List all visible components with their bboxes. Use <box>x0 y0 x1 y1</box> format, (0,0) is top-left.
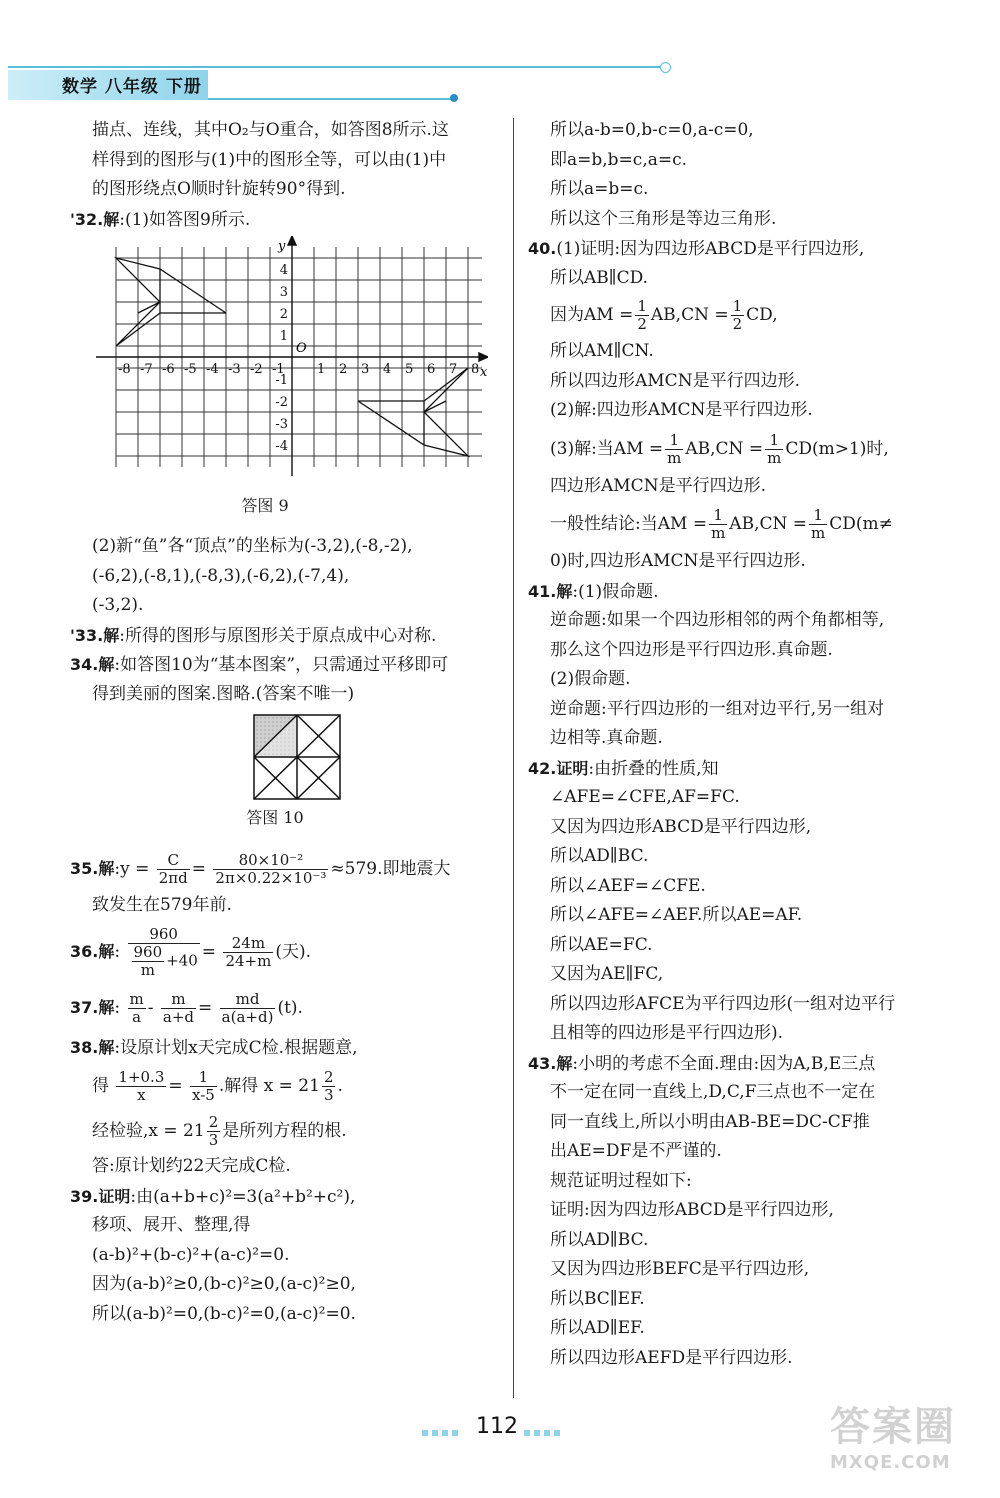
figure-9 <box>70 234 500 492</box>
equation-line <box>528 293 968 337</box>
fraction <box>220 991 276 1026</box>
text-line: 规范证明过程如下: <box>550 1170 692 1191</box>
denominator: m <box>811 524 826 542</box>
equals-sign: = <box>168 1076 183 1096</box>
text-line: 四边形AMCN是平行四边形. <box>550 475 766 496</box>
question-35 <box>70 847 500 891</box>
question-number: '33.解 <box>70 625 120 645</box>
question-32 <box>70 205 500 235</box>
question-number: 36.解 <box>70 941 115 961</box>
equation-line <box>70 1110 500 1152</box>
question-text: :设原计划x天完成C检.根据题意, <box>114 1037 358 1058</box>
header-underline <box>208 98 453 100</box>
question-text: ≈579.即地震大 <box>330 859 451 879</box>
text-line: 描点、连线，其中O₂与O重合，如答图8所示.这 <box>92 120 449 140</box>
text-line: (a-b)²+(b-c)²+(a-c)²=0. <box>92 1244 290 1265</box>
axes <box>96 236 488 476</box>
question-number: 41.解 <box>528 581 573 601</box>
question-number: 39.证明 <box>70 1186 131 1206</box>
y-tick-label: 2 <box>279 307 288 322</box>
text-span: AB,CN = <box>650 305 729 325</box>
denominator: x-5 <box>192 1086 215 1104</box>
question-text: :(1)假命题. <box>572 581 659 602</box>
axis-label-y: y <box>278 239 286 254</box>
text-line: 所以AD∥BC. <box>550 1229 649 1250</box>
text-span: 经检验,x = 21 <box>92 1121 205 1141</box>
question-number: 37.解 <box>70 997 115 1017</box>
denominator: 2 <box>637 315 647 333</box>
fraction <box>223 935 273 970</box>
text-line: 答:原计划约22天完成C检. <box>92 1156 291 1176</box>
question-number: 35.解 <box>70 859 115 878</box>
x-tick-label: 1 <box>317 362 326 377</box>
text-span: CD(m>1)时, <box>785 438 889 459</box>
question-39 <box>70 1182 500 1212</box>
denominator: x <box>137 1086 146 1104</box>
column-divider <box>513 118 514 1398</box>
denominator <box>128 944 200 979</box>
y-tick-label: -3 <box>275 417 288 432</box>
watermark <box>830 1395 990 1490</box>
question-text: (t). <box>277 997 303 1018</box>
watermark-url: MXQE.COM <box>830 1452 951 1473</box>
equation-line <box>528 426 968 472</box>
numerator: 1 <box>637 297 647 315</box>
fraction <box>635 298 649 333</box>
x-tick-label: 3 <box>361 362 370 377</box>
text-line: 所以BC∥EF. <box>550 1288 645 1309</box>
x-tick-label: -2 <box>250 362 263 377</box>
page-header <box>0 0 1000 110</box>
denominator: m <box>767 448 782 467</box>
figure-10 <box>70 709 500 801</box>
x-tick-label: 5 <box>405 362 414 377</box>
basic-pattern-figure <box>252 713 342 801</box>
text-span: AB,CN = <box>729 514 808 534</box>
text-line: 0)时,四边形AMCN是平行四边形. <box>550 551 806 571</box>
x-tick-label: -7 <box>140 362 153 377</box>
text-line: 又因为AE∥FC, <box>550 964 664 984</box>
coordinate-grid-figure <box>88 236 488 488</box>
text-line: (2)假命题. <box>550 669 631 689</box>
denominator: 3 <box>208 1131 219 1149</box>
fraction <box>709 507 727 542</box>
question-text: (1)证明:因为四边形ABCD是平行四边形, <box>556 239 865 259</box>
question-41 <box>528 577 968 607</box>
numerator: 1 <box>765 432 783 450</box>
text-line: 不一定在同一直线上,D,C,F三点也不一定在 <box>550 1082 876 1102</box>
text-span: 一般性结论:当AM = <box>550 514 708 534</box>
text-line: 所以AB∥CD. <box>550 267 649 288</box>
denominator: 24+m <box>225 951 272 970</box>
text-line: 致发生在579年前. <box>92 895 232 915</box>
complex-fraction <box>128 926 200 979</box>
numerator: m <box>161 991 196 1009</box>
text-line: (2)解:四边形AMCN是平行四边形. <box>550 400 813 420</box>
text-line: 所以a=b=c. <box>550 179 649 199</box>
question-34 <box>70 650 500 680</box>
x-tick-label: -5 <box>184 362 197 377</box>
text-line: 即a=b,b=c,a=c. <box>550 149 688 170</box>
x-tick-label: -1 <box>272 362 285 377</box>
text-line: (-6,2),(-8,1),(-8,3),(-6,2),(-7,4), <box>92 565 350 586</box>
x-tick-label: -8 <box>118 362 131 377</box>
text-span: 得 <box>92 1076 109 1096</box>
question-text: (天). <box>275 941 312 962</box>
text-line: 的图形绕点O顺时针旋转90°得到. <box>92 179 346 199</box>
page-number-decoration-left <box>420 1421 460 1431</box>
question-number: 34.解 <box>70 655 115 674</box>
question-36: 36.解: 960 $\frac{960}{m}$ +40 = $\frac{24m}{24+m}$ (天). <box>70 924 312 979</box>
text-line: 移项、展开、整理,得 <box>92 1215 251 1235</box>
question-number: 42.证明 <box>528 758 589 778</box>
numerator: 2 <box>208 1113 219 1131</box>
question-text: :如答图10为“基本图案”，只需通过平移即可 <box>114 655 449 675</box>
header-rule <box>8 66 663 68</box>
question-text: :所得的图形与原图形关于原点成中心对称. <box>119 625 437 646</box>
numerator: 2 <box>323 1068 334 1086</box>
question-text: :小明的考虑不全面.理由:因为A,B,E三点 <box>572 1053 876 1074</box>
numerator: 1 <box>665 432 683 450</box>
text-span: CD(m≠ <box>829 514 893 534</box>
question-33 <box>70 621 500 651</box>
text-line: 逆命题:平行四边形的一组对边平行,另一组对 <box>550 698 885 719</box>
question-text: :y = <box>114 859 150 879</box>
x-tick-label: 6 <box>427 362 436 377</box>
text-line: ∠AFE=∠CFE,AF=FC. <box>550 787 740 807</box>
fraction <box>190 1069 217 1104</box>
text-line: 所以AD∥BC. <box>550 846 649 866</box>
fraction <box>132 944 165 979</box>
denominator: 2π×0.22×10⁻³ <box>215 869 327 887</box>
numerator: 960 <box>133 942 163 961</box>
text-line: 所以四边形AEFD是平行四边形. <box>550 1347 793 1368</box>
text-line: 因为(a-b)²≥0,(b-c)²≥0,(a-c)²≥0, <box>92 1274 356 1294</box>
text-line: 所以(a-b)²=0,(b-c)²=0,(a-c)²=0. <box>92 1303 356 1324</box>
left-column <box>70 116 500 1329</box>
figure-10-caption: 答图 10 <box>246 808 304 827</box>
y-tick-label: 3 <box>279 285 288 300</box>
fraction <box>665 432 683 467</box>
y-tick-labels <box>275 263 288 454</box>
denominator: m <box>711 524 726 542</box>
fraction <box>213 852 328 887</box>
text-span: .解得 x = 21 <box>218 1076 320 1096</box>
text-line: (-3,2). <box>92 595 144 615</box>
x-tick-label: -3 <box>228 362 241 377</box>
figure-9-caption: 答图 9 <box>241 496 289 515</box>
denominator: m <box>140 960 155 979</box>
question-37: 37.解: $\frac{m}{a}$ - $\frac{m}{a+d}$ = $\frac{md}{a(a+d)}$ (t). <box>70 989 303 1026</box>
x-tick-label: 8 <box>471 362 480 377</box>
text-line: 所以四边形AFCE为平行四边形(一组对边平行 <box>550 993 896 1014</box>
equals-sign: = <box>198 997 213 1018</box>
question-number: '32.解 <box>70 209 120 229</box>
right-column <box>528 116 968 1373</box>
denominator: a(a+d) <box>221 1007 274 1026</box>
fraction <box>322 1069 336 1104</box>
question-number: 43.解 <box>528 1053 573 1073</box>
numerator: 80×10⁻² <box>213 852 328 870</box>
question-number: 38.解 <box>70 1037 115 1057</box>
fraction <box>731 298 745 333</box>
text-line: 所以∠AEF=∠CFE. <box>550 875 706 896</box>
denominator: 2πd <box>158 869 188 887</box>
text-line: 所以a-b=0,b-c=0,a-c=0, <box>550 120 754 140</box>
text-line: 边相等.真命题. <box>550 728 663 748</box>
text-line: 又因为四边形ABCD是平行四边形, <box>550 816 812 837</box>
page-number-decoration-right <box>522 1421 562 1431</box>
question-40 <box>528 234 968 264</box>
numerator: C <box>157 852 190 870</box>
header-underline-dot <box>450 94 458 102</box>
question-text: :由折叠的性质,知 <box>588 758 719 779</box>
text-span: . <box>337 1076 343 1096</box>
numerator: 1 <box>809 507 827 525</box>
x-tick-label: -4 <box>206 362 219 377</box>
y-tick-label: -2 <box>275 395 288 410</box>
text-line: 得到美丽的图案.图略.(答案不唯一) <box>92 683 355 704</box>
text-line: 所以∠AFE=∠AEF.所以AE=AF. <box>550 905 803 925</box>
fraction <box>161 991 196 1026</box>
denominator: a+d <box>162 1007 195 1026</box>
text-span: AB,CN = <box>685 438 764 459</box>
text-line: 且相等的四边形是平行四边形). <box>550 1023 784 1043</box>
question-number: 40. <box>528 239 557 258</box>
minus-sign: - <box>147 997 154 1018</box>
equation-line <box>70 1062 500 1110</box>
denominator: m <box>667 448 682 467</box>
text-line: 所以AD∥EF. <box>550 1318 645 1338</box>
denominator: 3 <box>323 1086 334 1104</box>
question-text: :由(a+b+c)²=3(a²+b²+c²), <box>130 1186 356 1207</box>
x-tick-label: 2 <box>339 362 348 377</box>
text-line: 又因为四边形BEFC是平行四边形, <box>550 1259 810 1279</box>
text-span: 因为AM = <box>550 305 634 325</box>
text-line: 样得到的图形与(1)中的图形全等，可以由(1)中 <box>92 149 447 170</box>
numerator: 1 <box>190 1069 217 1087</box>
text-line: 证明:因为四边形ABCD是平行四边形, <box>550 1200 834 1220</box>
question-42 <box>528 754 968 784</box>
question-43 <box>528 1049 968 1079</box>
y-tick-label: -1 <box>275 373 288 388</box>
text-line: 同一直线上,所以小明由AB-BE=DC-CF推 <box>550 1111 870 1132</box>
x-tick-labels <box>118 362 479 377</box>
text-line: (2)新“鱼”各“顶点”的坐标为(-3,2),(-8,-2), <box>92 536 413 556</box>
origin-label: O <box>296 341 307 356</box>
x-tick-label: -6 <box>162 362 175 377</box>
numerator: m <box>129 989 144 1008</box>
x-tick-label: 7 <box>449 362 458 377</box>
question-text: :(1)如答图9所示. <box>119 209 251 230</box>
fraction <box>116 1069 166 1104</box>
fraction <box>128 991 146 1026</box>
fraction <box>765 432 783 467</box>
text-span: (3)解:当AM = <box>550 438 664 459</box>
fraction <box>809 507 827 542</box>
text-line: 所以四边形AMCN是平行四边形. <box>550 370 800 391</box>
text-line: 所以AM∥CN. <box>550 341 654 361</box>
denominator: 2 <box>732 315 743 333</box>
equation-line <box>528 501 968 547</box>
watermark-logo-text: 答案圈 <box>830 1404 956 1450</box>
text-line: 那么这个四边形是平行四边形.真命题. <box>550 639 833 660</box>
fraction <box>207 1114 221 1149</box>
equals-sign: = <box>201 941 217 962</box>
y-tick-label: -4 <box>275 439 288 454</box>
numerator: md <box>220 991 276 1009</box>
x-tick-label: 4 <box>383 362 392 377</box>
y-tick-label: 4 <box>279 263 288 278</box>
denominator: a <box>132 1007 142 1026</box>
page-number: 112 <box>476 1414 518 1439</box>
header-title: 数学 八年级 下册 <box>62 77 202 97</box>
text-line: 所以AE=FC. <box>550 934 653 955</box>
header-rule-dot <box>660 62 671 73</box>
numerator: 1 <box>709 507 727 525</box>
fraction <box>157 852 190 887</box>
numerator: 24m <box>223 935 273 953</box>
axis-label-x: x <box>480 365 488 380</box>
equals-sign: = <box>191 859 207 879</box>
numerator: 1 <box>732 297 743 315</box>
text-line: 出AE=DF是不严谨的. <box>550 1141 722 1161</box>
text-line: 逆命题:如果一个四边形相邻的两个角都相等, <box>550 610 885 630</box>
numerator: 960 <box>128 926 200 944</box>
numerator: 1+0.3 <box>118 1068 165 1086</box>
text-line: 所以这个三角形是等边三角形. <box>550 208 777 229</box>
plus-term: +40 <box>166 951 198 969</box>
text-span: 是所列方程的根. <box>222 1121 347 1141</box>
text-span: CD, <box>746 305 778 325</box>
y-tick-label: 1 <box>279 329 288 344</box>
question-38 <box>70 1033 500 1063</box>
